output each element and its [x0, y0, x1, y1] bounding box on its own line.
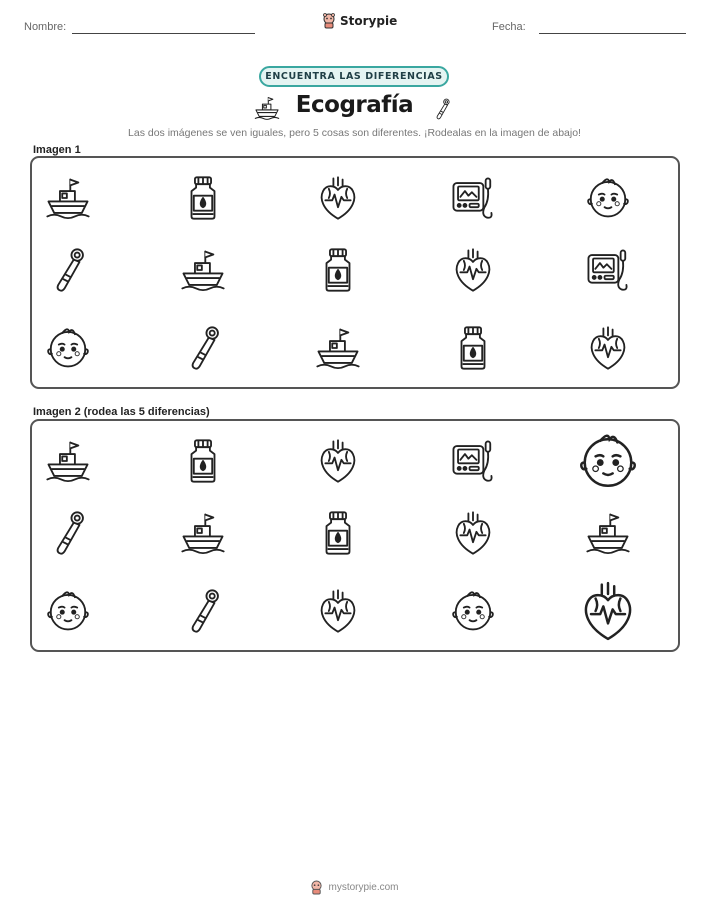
- activity-badge: ENCUENTRA LAS DIFERENCIAS: [259, 66, 449, 87]
- baby-face-icon: [45, 325, 91, 371]
- ultrasound-probe-icon[interactable]: [45, 510, 91, 556]
- heart-icon: [450, 247, 496, 293]
- instructions: Las dos imágenes se ven iguales, pero 5 cosas son diferentes. ¡Rodealas en la imagen de abajo!: [128, 127, 581, 139]
- section-2-label: Imagen 2 (rodea las 5 diferencias): [33, 406, 210, 418]
- heart-icon: [585, 325, 631, 371]
- medicine-bottle-icon[interactable]: [180, 438, 226, 484]
- baby-face-icon[interactable]: [577, 430, 639, 492]
- date-line[interactable]: [539, 33, 686, 34]
- name-label: Nombre:: [24, 21, 67, 33]
- medicine-bottle-icon: [180, 175, 226, 221]
- image-2-panel[interactable]: [30, 419, 680, 652]
- heart-icon[interactable]: [577, 580, 639, 642]
- brand-logo: [322, 13, 397, 29]
- footer-mascot-icon: [310, 880, 323, 895]
- title-boat-icon: [254, 95, 280, 121]
- name-line[interactable]: [72, 33, 255, 34]
- brand-name: Storypie: [340, 14, 398, 28]
- ultrasound-probe-icon: [180, 325, 226, 371]
- baby-face-icon[interactable]: [45, 588, 91, 634]
- title-row: [0, 92, 709, 124]
- baby-face-icon[interactable]: [450, 588, 496, 634]
- boat-icon[interactable]: [180, 510, 226, 556]
- baby-face-icon: [585, 175, 631, 221]
- page-title: Ecografía: [295, 92, 414, 118]
- storypie-mascot-icon: [322, 13, 336, 29]
- medicine-bottle-icon[interactable]: [315, 510, 361, 556]
- boat-icon: [45, 175, 91, 221]
- heart-icon: [315, 175, 361, 221]
- heart-icon[interactable]: [315, 438, 361, 484]
- boat-icon: [315, 325, 361, 371]
- title-probe-icon: [431, 95, 453, 123]
- medicine-bottle-icon: [315, 247, 361, 293]
- boat-icon[interactable]: [45, 438, 91, 484]
- ultrasound-machine-icon: [450, 175, 496, 221]
- ultrasound-machine-icon[interactable]: [450, 438, 496, 484]
- section-1-label: Imagen 1: [33, 144, 81, 156]
- ultrasound-probe-icon[interactable]: [180, 588, 226, 634]
- heart-icon[interactable]: [450, 510, 496, 556]
- heart-icon[interactable]: [315, 588, 361, 634]
- medicine-bottle-icon: [450, 325, 496, 371]
- ultrasound-probe-icon: [45, 247, 91, 293]
- footer: [0, 880, 709, 895]
- footer-url[interactable]: mystorypie.com: [328, 882, 399, 893]
- image-1-panel: [30, 156, 680, 389]
- boat-icon[interactable]: [585, 510, 631, 556]
- boat-icon: [180, 247, 226, 293]
- date-label: Fecha:: [492, 21, 526, 33]
- ultrasound-machine-icon: [585, 247, 631, 293]
